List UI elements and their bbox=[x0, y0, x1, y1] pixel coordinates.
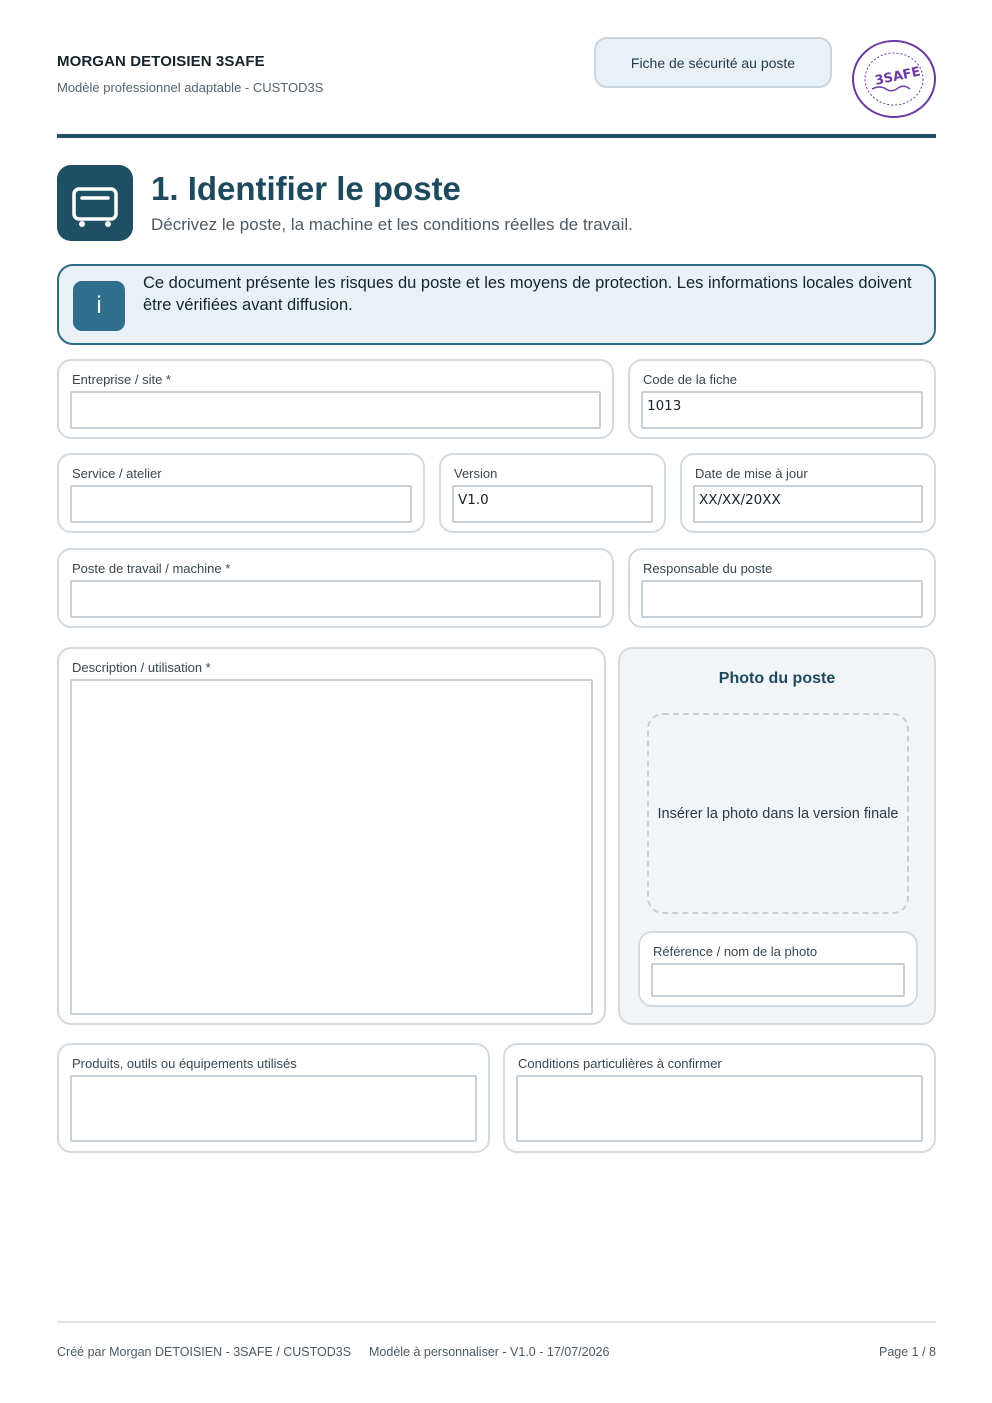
info-text: Ce document présente les risques du poste et les moyens de protection. Les informations locales doivent être vérifiées avant diffusion. bbox=[143, 274, 912, 314]
date-input[interactable]: XX/XX/20XX bbox=[693, 485, 923, 523]
field-label: Poste de travail / machine * bbox=[72, 561, 231, 576]
responsable-input[interactable] bbox=[641, 580, 923, 618]
info-icon: i bbox=[73, 281, 125, 331]
field-entreprise bbox=[57, 359, 614, 439]
section-title: 1. Identifier le poste bbox=[151, 170, 461, 207]
service-input[interactable] bbox=[70, 485, 412, 523]
code-input[interactable]: 1013 bbox=[641, 391, 923, 429]
field-label: Version bbox=[454, 466, 498, 481]
field-description bbox=[57, 647, 606, 1025]
field-label: Service / atelier bbox=[72, 466, 162, 481]
footer-divider bbox=[57, 1321, 936, 1323]
field-label: Référence / nom de la photo bbox=[653, 944, 818, 959]
photo-panel bbox=[618, 647, 936, 1025]
field-label: Produits, outils ou équipements utilisés bbox=[72, 1056, 297, 1071]
company-name: MORGAN DETOISIEN 3SAFE bbox=[57, 53, 265, 70]
section-subtitle: Décrivez le poste, la machine et les conditions réelles de travail. bbox=[151, 215, 633, 234]
poste-input[interactable] bbox=[70, 580, 601, 618]
3safe-seal-logo bbox=[848, 37, 938, 121]
description-textarea[interactable] bbox=[70, 679, 593, 1015]
photo-placeholder: Insérer la photo dans la version finale bbox=[657, 805, 899, 822]
field-responsable bbox=[628, 548, 936, 628]
field-produits bbox=[57, 1043, 490, 1153]
info-callout bbox=[57, 264, 936, 345]
header-divider bbox=[57, 134, 936, 138]
document-type-badge bbox=[594, 37, 832, 88]
version-input[interactable]: V1.0 bbox=[452, 485, 653, 523]
field-poste bbox=[57, 548, 614, 628]
photo-reference-input[interactable] bbox=[651, 963, 905, 997]
field-date bbox=[680, 453, 936, 533]
photo-title: Photo du poste bbox=[718, 670, 836, 687]
footer-created-by: Créé par Morgan DETOISIEN - 3SAFE / CUSTOD3S bbox=[57, 1345, 352, 1359]
footer-page-number: Page 1 / 8 bbox=[879, 1345, 936, 1359]
field-label: Code de la fiche bbox=[643, 372, 737, 387]
field-label: Entreprise / site * bbox=[72, 372, 171, 387]
machine-icon bbox=[57, 165, 133, 241]
field-label: Description / utilisation * bbox=[72, 660, 211, 675]
document-type-label: Fiche de sécurité au poste bbox=[630, 54, 796, 71]
field-conditions bbox=[503, 1043, 936, 1153]
field-code bbox=[628, 359, 936, 439]
entreprise-input[interactable] bbox=[70, 391, 601, 429]
field-service bbox=[57, 453, 425, 533]
field-version bbox=[439, 453, 666, 533]
field-label: Date de mise à jour bbox=[695, 466, 808, 481]
svg-text:3SAFE: 3SAFE bbox=[873, 64, 922, 89]
field-photo-reference bbox=[638, 931, 918, 1007]
field-label: Conditions particulières à confirmer bbox=[518, 1056, 722, 1071]
conditions-textarea[interactable] bbox=[516, 1075, 923, 1142]
template-subtitle: Modèle professionnel adaptable - CUSTOD3S bbox=[57, 80, 324, 95]
produits-textarea[interactable] bbox=[70, 1075, 477, 1142]
photo-dropzone[interactable] bbox=[647, 713, 909, 914]
footer-model-version: Modèle à personnaliser - V1.0 - 17/07/2026 bbox=[369, 1345, 610, 1359]
field-label: Responsable du poste bbox=[643, 561, 773, 576]
